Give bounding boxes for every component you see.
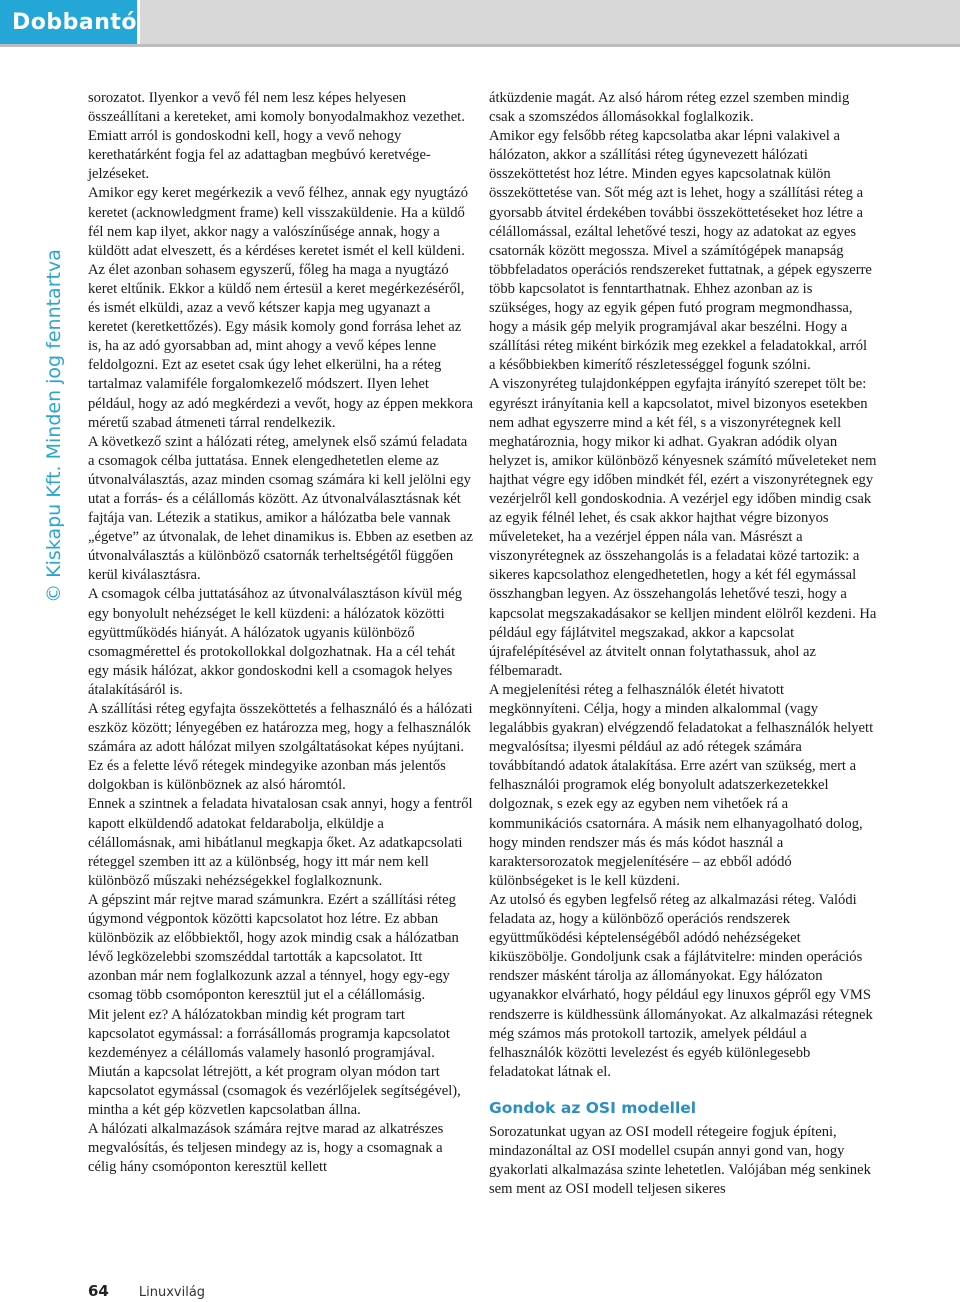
page-footer: [88, 1282, 205, 1300]
right-column: [489, 89, 877, 1199]
magazine-name: Linuxvilág: [138, 1285, 206, 1300]
paragraph: Ennek a szintnek a feladata hivatalosan csak annyi, hogy a fentről kapott elküldendő adatokat feldarabolja, elküldje a célállomásnak, ami hibátlanul megkapja őket. Az adatkapcsolati réteggel szemben itt az a különbség, hogy itt már nem kell különböző műszaki nehézségekkel foglalkoznunk.: [88, 796, 473, 889]
paragraph: A csomagok célba juttatásához az útvonalválasztáson kívül még egy bonyolult nehézséget le kell küzdeni: a hálózatok közötti együttműködés hiányát. A hálózatok ugyanis különböző csomagmérettel és protokollokkal dolgozhatnak. Ha a cél tehát egy másik hálózat, akkor gondoskodni kell a csomagok helyes átalakításáról is.: [88, 586, 463, 698]
paragraph: A hálózati alkalmazások számára rejtve marad az alkatrészes megvalósítás, és teljesen mindegy az is, hogy a csomagnak a célig hány csomóponton keresztül kellett: [88, 1121, 444, 1176]
paragraph: Az utolsó és egyben legfelső réteg az alkalmazási réteg. Valódi feladata az, hogy a különböző operációs rendszerek együttműködési képtelenségéből adódó nehézségeket kiküszöbölje. Gondoljunk csak a fájlátvitelre: minden operációs rendszer másként tárolja az állományokat. Egy hálózaton ugyanakkor elvárható, hogy például egy linuxos gépről egy VMS rendszerre is küldhessünk állományokat. Az alkalmazási rétegnek még számos más protokoll tartozik, amelyek például a felhasználók közötti levelezést és egyéb különlegesebb feladatokat látnak el.: [489, 891, 873, 1080]
paragraph: A megjelenítési réteg a felhasználók életét hivatott megkönnyíteni. Célja, hogy a minden alkalommal (vagy legalábbis gyakran) elvégzendő feladatokat a felhasználók helyett megvalósítsa; ilyesmi például az adó rétegek számára továbbítandó adatok átalakítása. Erre azért van szükség, mert a felhasználói programok elég bonyolult adatszerkezetekkel dolgoznak, s ezek egy az egyben nem vihetőek rá a kommunikációs csatornára. A másik nem elhanyagolható dolog, hogy minden rendszer más és más kódot használ a karaktersorozatok megjelenítésére – az ebből adódó különbségeket is le kell küzdeni.: [489, 681, 874, 889]
page-number: 64: [88, 1282, 109, 1300]
paragraph: sorozatot. Ilyenkor a vevő fél nem lesz képes helyesen összeállítani a kereteket, ami komoly bonyodalmakhoz vezethet. Emiatt arról is gondoskodni kell, hogy a vevő nehogy kerethatárként fogja fel az adattagban megbúvó keretvége-jelzéseket.: [88, 90, 465, 183]
page-header: [0, 0, 960, 47]
paragraph: A szállítási réteg egyfajta összeköttetés a felhasználó és a hálózati eszköz között; lényegében ez határozza meg, hogy a felhasználók számára az adott hálózat milyen szolgáltatásokat képes nyújtani. Ez és a felette lévő rétegek mindegyike azonban más jelentős dolgokban is különböznek az alsó háromtól.: [88, 701, 473, 794]
paragraph: Mit jelent ez? A hálózatokban mindig két program tart kapcsolatot egymással: a forrásállomás programja kapcsolatot kezdeményez a célállomás valamely hasonló programjával. Miután a kapcsolat létrejött, a két program olyan módon tart kapcsolatot egymással (csomagok és vezérlőjelek segítségével), mintha a két gép közvetlen kapcsolatban állna.: [88, 1006, 461, 1118]
copyright-side-label: © Kiskapu Kft. Minden jog fenntartva: [43, 249, 65, 603]
paragraph: A következő szint a hálózati réteg, amelynek első számú feladata a csomagok célba juttatása. Ennek elengedhetetlen eleme az útvonalválasztás, azaz minden csomag számára ki kell jelölni egy utat a forrás- és a célállomás között. Az útvonalválasztásnak két fajtája van. Létezik a statikus, amikor a hálózatba bele vannak „égetve” az útvonalak, de lehet dinamikus is. Ebben az esetben az útvonalválasztás a különböző csatornák terheltségétől függően kerül kiválasztásra.: [88, 433, 473, 584]
paragraph: Amikor egy keret megérkezik a vevő félhez, annak egy nyugtázó keretet (acknowledgment frame) kell visszaküldenie. Ha a küldő fél nem kap ilyet, akkor nagy a valószínűsége annak, hogy a küldött adat elveszett, és a kérdéses keretet ismét el kell küldeni. Az élet azonban sohasem egyszerű, főleg ha maga a nyugtázó keret eltűnik. Ekkor a küldő nem értesül a keret megérkezéséről, és ismét elküldi, azaz a vevő kétszer kapja meg ugyanazt a keretet (keretkettőzés). Egy másik komoly gond forrása lehet az is, ha az adó gyorsabban ad, mint ahogy a vevő képes lenne feldolgozni. Ezt az esetet csak úgy lehet elkerülni, ha a réteg tartalmaz valamiféle forgalomkezelő módszert. Ilyen lehet például, hogy az adó megkérdezi a vevőt, hogy az éppen mekkora méretű szabad átmeneti tárral rendelkezik.: [88, 185, 473, 431]
section-tab: Dobbantó: [0, 0, 140, 44]
paragraph: A gépszint már rejtve marad számunkra. Ezért a szállítási réteg úgymond végpontok közötti kapcsolatot hoz létre. Ez abban különbözik az előbbiektől, hogy azok mindig csak a hálózatban lévő legközelebbi szomszéddal tartották a kapcsolatot. Itt azonban már nem foglalkozunk azzal a ténnyel, hogy egy-egy csomag több csomóponton keresztül jut el a célállomásig.: [88, 891, 459, 1004]
section-subheading: Gondok az OSI modellel: [489, 1098, 697, 1117]
paragraph: Amikor egy felsőbb réteg kapcsolatba akar lépni valakivel a hálózaton, akkor a szállítási réteg úgynevezett hálózati összeköttetést hoz létre. Minden egyes kapcsolatnak külön összeköttetése van. Sőt még azt is lehet, hogy a szállítási réteg a gyorsabb átvitel érdekében további összeköttetéseket hoz létre a célállomással, ezáltal lehetővé teszi, hogy az adatokat az egyes csatornák között megossza. Mivel a számítógépek manapság többfeladatos operációs rendszereket futtatnak, a gépek egyszerre több kapcsolatot is fenntarthatnak. Ehhez azonban az is szükséges, hogy az egyik gépen futó program megmondhassa, hogy a másik gép melyik programjával akar beszélni. Hogy a szállítási réteg miként birkózik meg ezekkel a feladatokkal, arról a későbbiekben kimerítő részletességgel fogunk szólni.: [489, 128, 872, 374]
paragraph: Sorozatunkat ugyan az OSI modell rétegeire fogjuk építeni, mindazonáltal az OSI modellel csupán annyi gond van, hogy gyakorlati alkalmazása szinte lehetetlen. Valójában még senkinek sem ment az OSI modell teljesen sikeres: [489, 1123, 871, 1198]
paragraph: átküzdenie magát. Az alsó három réteg ezzel szemben mindig csak a szomszédos állomásokkal foglalkozik.: [489, 90, 850, 126]
left-column: [88, 89, 473, 1177]
paragraph: A viszonyréteg tulajdonképpen egyfajta irányító szerepet tölt be: egyrészt irányítania kell a kapcsolatot, mivel bizonyos esetekben nem adhat egyszerre mind a két fél, s a viszonyrétegnek kell meghatároznia, hogy mikor ki adhat. Gyakran adódik olyan helyzet is, amikor különböző kényesnek számító műveleteket nem hajthat végre egy időben mindkét fél, ezért a viszonyrétegnek egy vezérjelről kell gondoskodnia. A vezérjel egy időben mindig csak az egyik félnél lehet, és csak akkor hajthat végre bizonyos műveleteket, ha a vezérjel éppen nála van. Másrészt a viszonyrétegnek az összehangolás is a feladatai közé tartozik: a sikeres kapcsolathoz elengedhetetlen, hogy a két fél egymással összhangban legyen. Az összehangolás lehetővé teszi, hogy a kapcsolat megszakadásakor se kelljen mindent elölről kezdeni. Ha például egy fájlátvitel megszakad, akkor a kapcsolat újrafelépítésével az átvitelt onnan folytathassuk, ahol az félbemaradt.: [489, 376, 877, 679]
